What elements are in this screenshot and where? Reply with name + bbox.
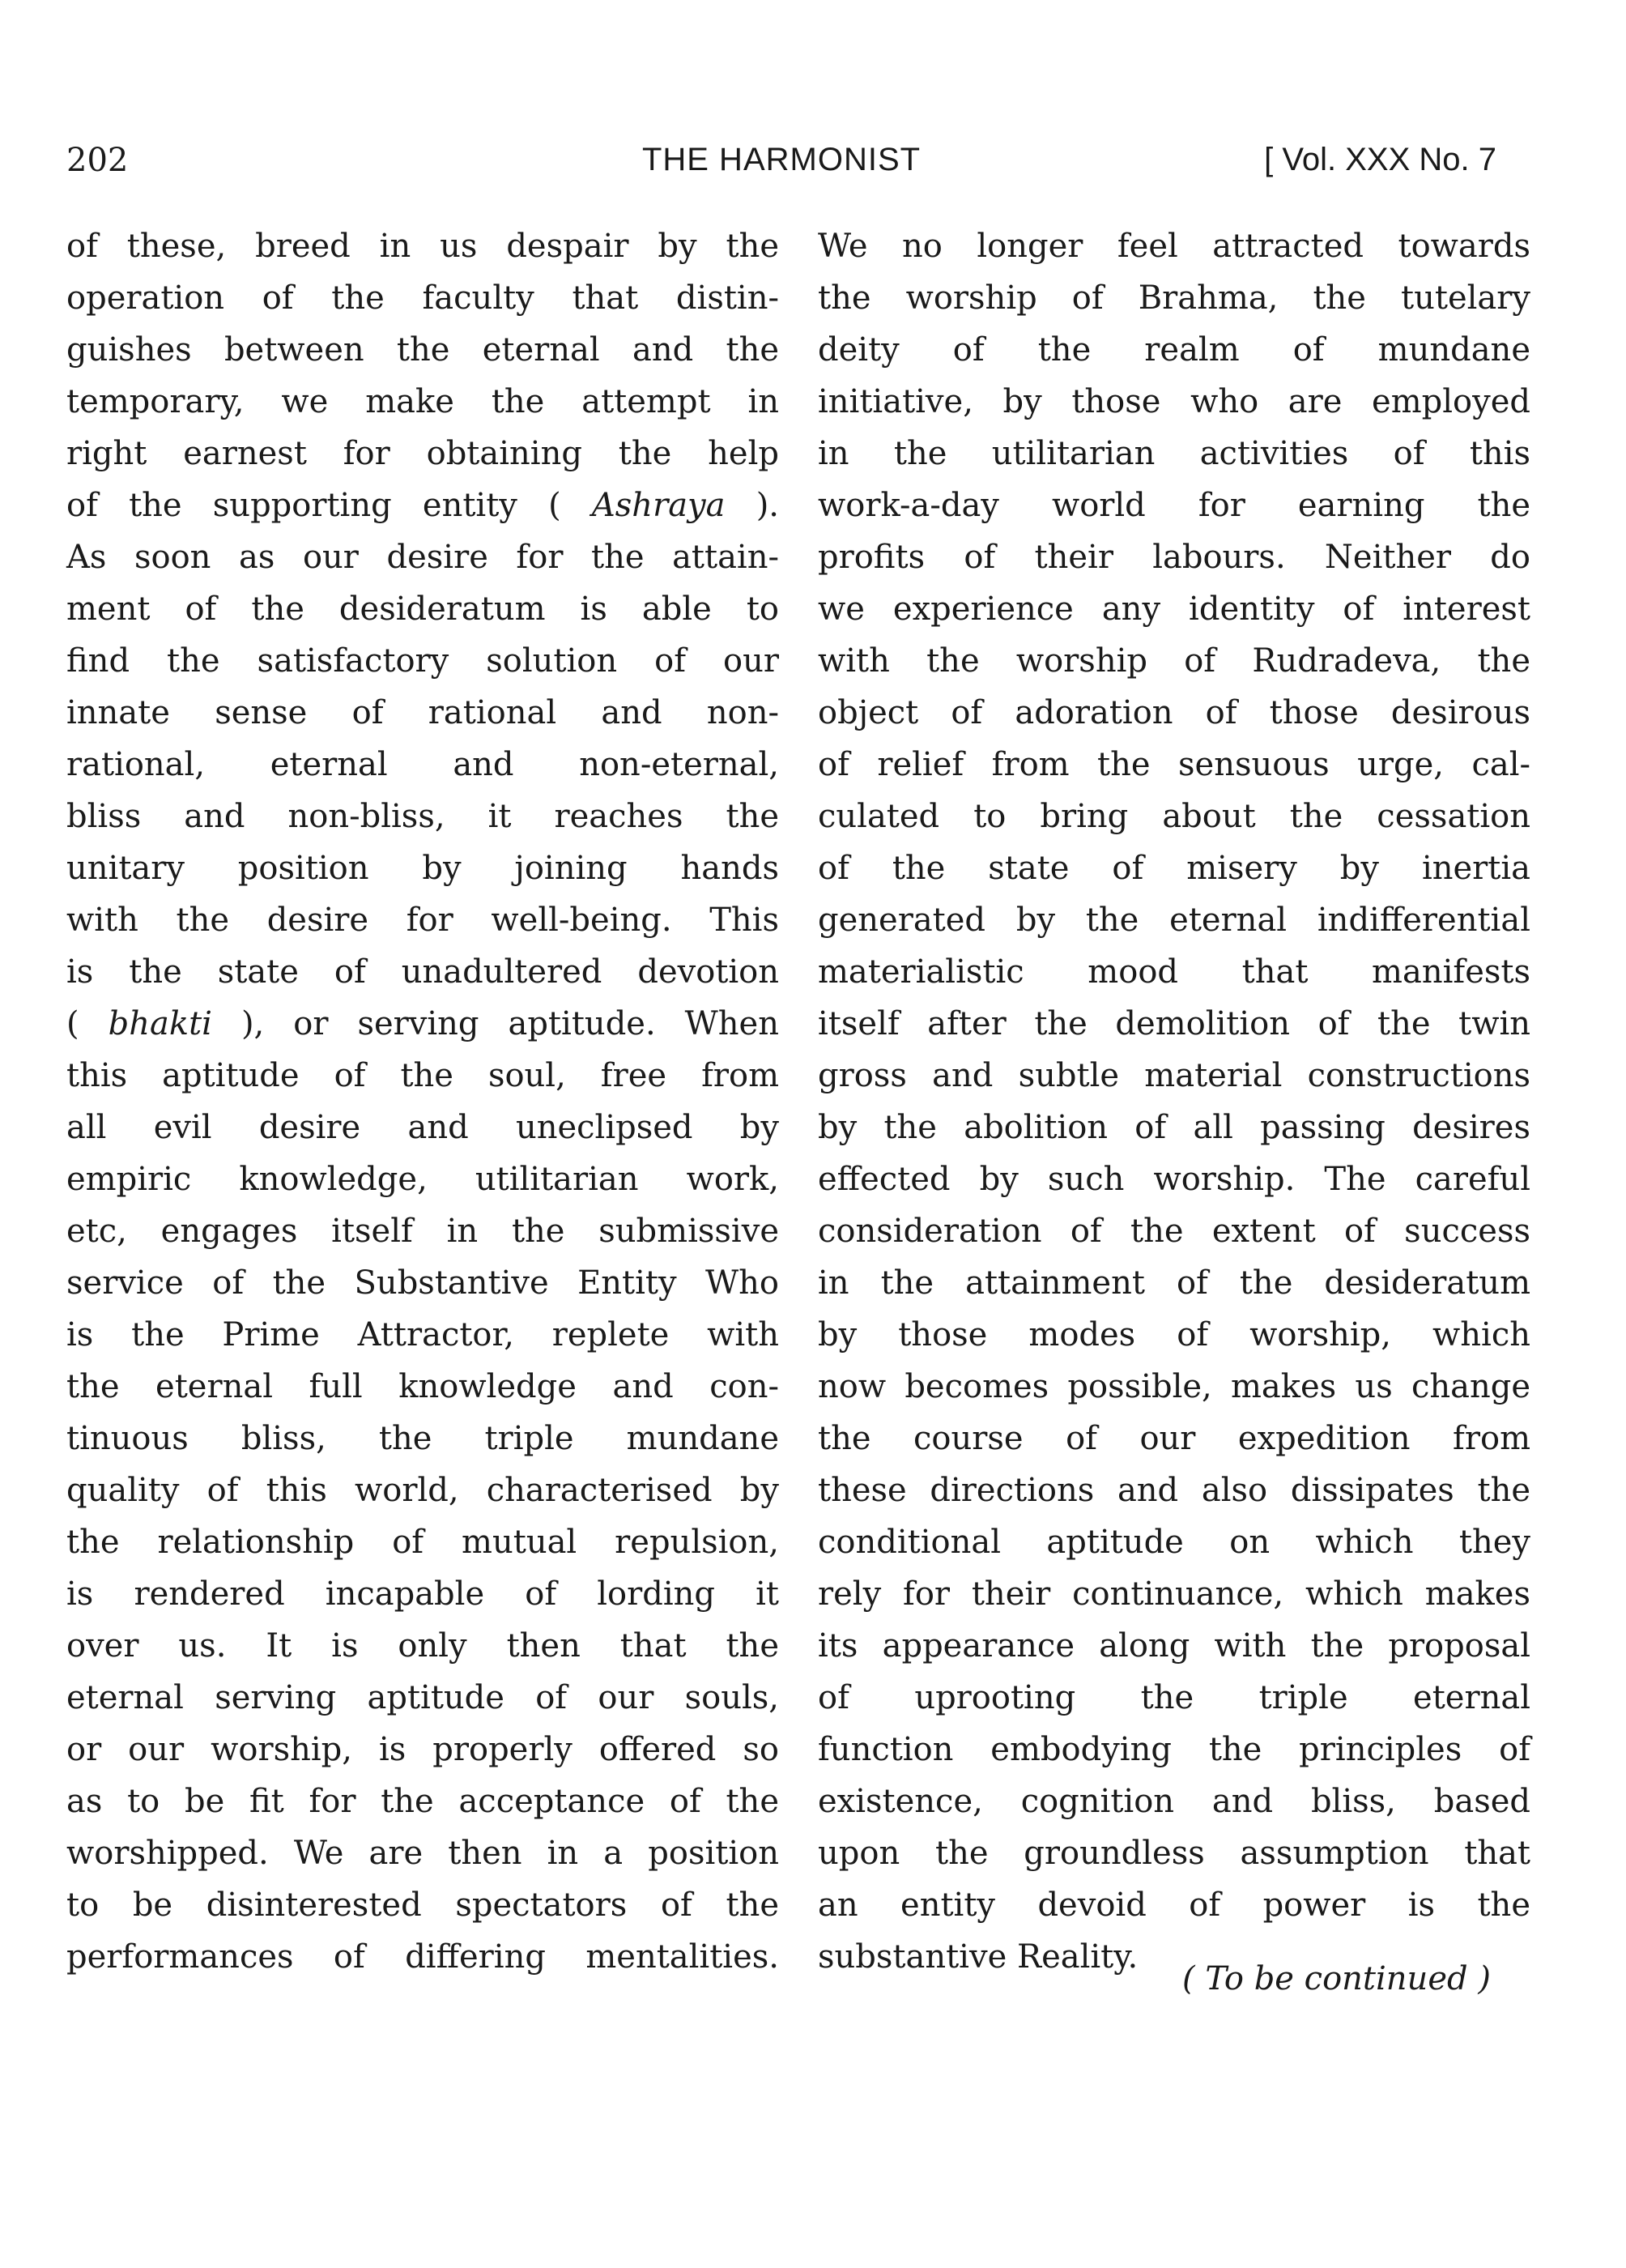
journal-title: THE HARMONIST [641,142,922,177]
text-line: deity of the realm of mundane [818,331,1530,369]
text-line: conditional aptitude on which they [818,1524,1530,1561]
text-line: over us. It is only then that the [66,1627,779,1665]
text-line: now becomes possible, makes us change [818,1368,1530,1405]
page-number: 202 [66,142,129,179]
text-line: this aptitude of the soul, free from [66,1057,779,1094]
text-line: by the abolition of all passing desires [818,1109,1530,1146]
continued-note: ( To be continued ) [1182,1960,1491,1997]
text-line: ment of the desideratum is able to [66,590,779,628]
text-line [66,998,779,1050]
text-line: these directions and also dissipates the [818,1472,1530,1509]
text-line: empiric knowledge, utilitarian work, [66,1161,779,1198]
text-line: by those modes of worship, which [818,1316,1530,1354]
text-line: its appearance along with the proposal [818,1627,1530,1665]
text-line: we experience any identity of interest [818,590,1530,628]
text-line: culated to bring about the cessation [818,798,1530,835]
text-line: object of adoration of those desirous [818,694,1530,731]
text-line: existence, cognition and bliss, based [818,1783,1530,1820]
text-line: an entity devoid of power is the [818,1886,1530,1924]
text-line: We no longer feel attracted towards [818,228,1530,265]
text-line: of uprooting the triple eternal [818,1679,1530,1716]
text-line: with the worship of Rudradeva, the [818,642,1530,680]
text-line: consideration of the extent of success [818,1213,1530,1250]
text-line: work-a-day world for earning the [818,487,1530,524]
text-line: operation of the faculty that distin- [66,279,779,317]
text-line: etc, engages itself in the submissive [66,1213,779,1250]
text-line: guishes between the eternal and the [66,331,779,369]
text-segment: ), or serving aptitude. When [240,1005,779,1042]
text-line: the relationship of mutual repulsion, [66,1524,779,1561]
italic-term: Ashraya [591,487,726,524]
text-line: tinuous bliss, the triple mundane [66,1420,779,1457]
text-line: rely for their continuance, which makes [818,1575,1530,1613]
left-column [66,220,779,1983]
text-line: the eternal full knowledge and con- [66,1368,779,1405]
text-line: is the Prime Attractor, replete with [66,1316,779,1354]
text-line: innate sense of rational and non- [66,694,779,731]
italic-term: bhakti [108,1005,212,1042]
text-line: performances of differing mentalities. [66,1938,779,1976]
text-line: service of the Substantive Entity Who [66,1264,779,1302]
text-line: substantive Reality. [818,1938,1139,1976]
text-line: is rendered incapable of lording it [66,1575,779,1613]
text-line: to be disinterested spectators of the [66,1886,779,1924]
text-line: right earnest for obtaining the help [66,435,779,472]
text-line: itself after the demolition of the twin [818,1005,1530,1042]
text-line: of relief from the sensuous urge, cal- [818,746,1530,783]
text-line: find the satisfactory solution of our [66,642,779,680]
text-line: upon the groundless assumption that [818,1835,1530,1872]
text-line: is the state of unadultered devotion [66,953,779,991]
text-line: as to be fit for the acceptance of the [66,1783,779,1820]
right-column [818,220,1530,1983]
text-line: gross and subtle material constructions [818,1057,1530,1094]
text-line: effected by such worship. The careful [818,1161,1530,1198]
text-segment: ). [756,487,780,524]
text-line: in the utilitarian activities of this [818,435,1530,472]
text-line: initiative, by those who are employed [818,383,1530,420]
text-line: temporary, we make the attempt in [66,383,779,420]
text-line: in the attainment of the desideratum [818,1264,1530,1302]
text-line: with the desire for well-being. This [66,902,779,939]
text-line: generated by the eternal indifferential [818,902,1530,939]
text-line: the course of our expedition from [818,1420,1530,1457]
text-segment: ( [66,1005,79,1042]
text-line: bliss and non-bliss, it reaches the [66,798,779,835]
text-line: materialistic mood that manifests [818,953,1530,991]
text-line: quality of this world, characterised by [66,1472,779,1509]
text-line: or our worship, is properly offered so [66,1731,779,1768]
text-line: unitary position by joining hands [66,850,779,887]
page-header [66,142,1496,190]
text-line: rational, eternal and non-eternal, [66,746,779,783]
text-line: function embodying the principles of [818,1731,1530,1768]
text-line: profits of their labours. Neither do [818,539,1530,576]
text-line: the worship of Brahma, the tutelary [818,279,1530,317]
text-line: worshipped. We are then in a position [66,1835,779,1872]
text-line: eternal serving aptitude of our souls, [66,1679,779,1716]
issue-label: [ Vol. XXX No. 7 [1264,142,1496,177]
text-line: of the state of misery by inertia [818,850,1530,887]
text-line: of these, breed in us despair by the [66,228,779,265]
text-line [66,480,779,531]
text-line: As soon as our desire for the attain- [66,539,779,576]
text-segment: of the supporting entity ( [66,487,561,524]
text-line: all evil desire and uneclipsed by [66,1109,779,1146]
